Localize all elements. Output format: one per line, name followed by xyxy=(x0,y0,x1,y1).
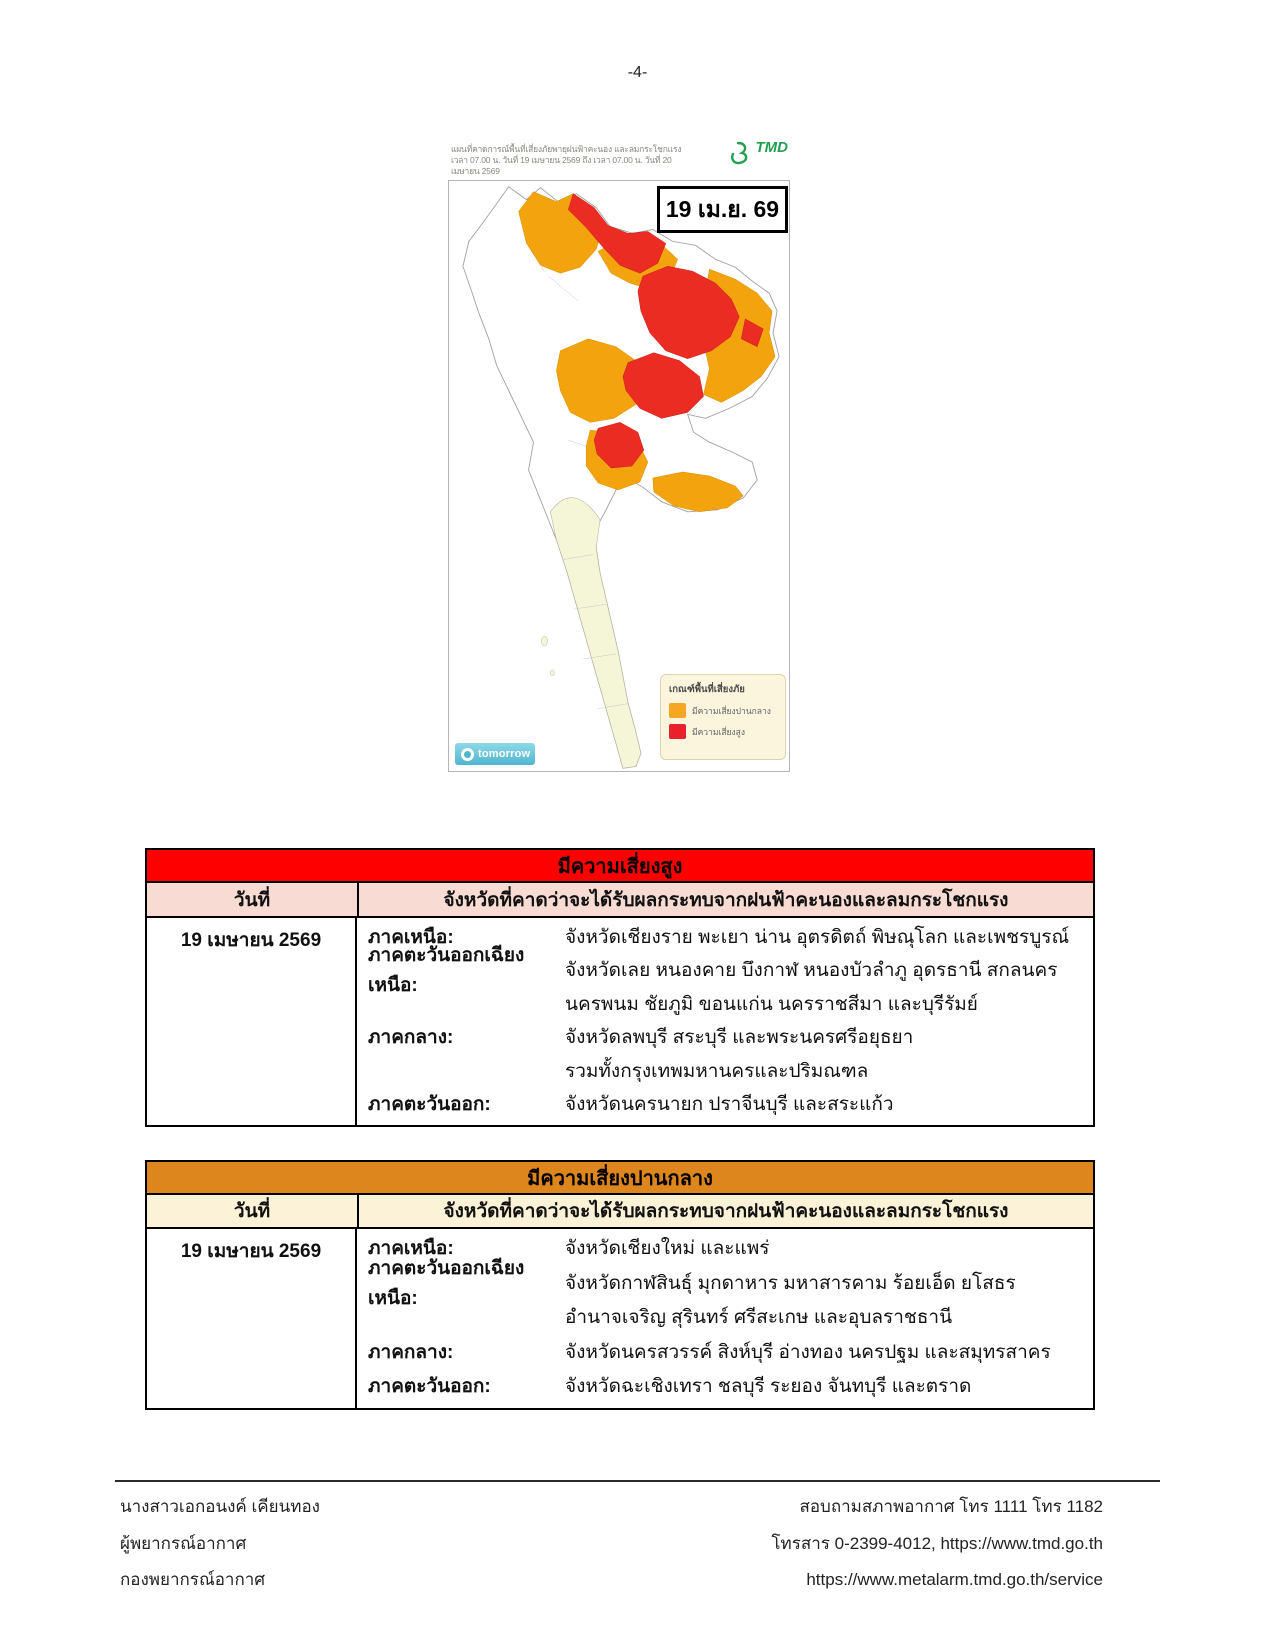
region-label: ภาคตะวันออก: xyxy=(368,1376,491,1398)
province-text: จังหวัดฉะเชิงเทรา ชลบุรี ระยอง จันทบุรี และตราด xyxy=(565,1376,972,1398)
map-title xyxy=(451,144,701,177)
impact-column-header: จังหวัดที่คาดว่าจะได้รับผลกระทบจากฝนฟ้าคะนองและลมกระโชกแรง xyxy=(443,1201,1009,1222)
legend-item-high xyxy=(669,724,777,739)
df-swirl-logo-icon xyxy=(726,140,750,167)
date-column-header: วันที่ xyxy=(147,883,359,916)
table-row xyxy=(357,1335,1093,1370)
forecast-map-figure xyxy=(448,140,790,772)
high-risk-table xyxy=(145,848,1095,1127)
province-text: นครพนม ชัยภูมิ ขอนแก่น นครราชสีมา และบุรีรัมย์ xyxy=(565,993,978,1015)
region-label: ภาคกลาง: xyxy=(368,1341,454,1363)
date-column-header: วันที่ xyxy=(147,1195,359,1227)
south-region-area xyxy=(550,498,640,769)
table-date: 19 เมษายน 2569 xyxy=(147,1229,357,1408)
table-title: มีความเสี่ยงสูง xyxy=(147,850,1093,883)
forecaster-title: ผู้พยากรณ์อากาศ xyxy=(120,1533,247,1553)
impact-column-header: จังหวัดที่คาดว่าจะได้รับผลกระทบจากฝนฟ้าคะนองและลมกระโชกแรง xyxy=(443,889,1009,911)
agency-logos xyxy=(726,140,789,167)
province-text: จังหวัดลพบุรี สระบุรี และพระนครศรีอยุธยา xyxy=(565,1027,914,1049)
footer-divider xyxy=(115,1480,1160,1482)
legend-item-moderate xyxy=(669,703,777,718)
contact-fax-web: โทรสาร 0-2399-4012, https://www.tmd.go.th xyxy=(771,1533,1103,1553)
table-row xyxy=(357,1021,1093,1055)
region-label: ภาคเหนือ: xyxy=(368,1238,454,1260)
page-number: -4- xyxy=(627,64,648,81)
province-text: จังหวัดเลย หนองคาย บึงกาฬ หนองบัวลำภู อุดรธานี สกลนคร xyxy=(565,960,1058,982)
province-text: จังหวัดเชียงใหม่ และแพร่ xyxy=(565,1238,770,1260)
table-subheader-row xyxy=(147,1195,1093,1229)
moderate-risk-swatch xyxy=(669,703,686,718)
table-body xyxy=(147,918,1093,1125)
table-body xyxy=(147,1229,1093,1408)
table-row xyxy=(357,1257,1093,1309)
province-text: จังหวัดนครนายก ปราจีนบุรี และสระแก้ว xyxy=(565,1094,894,1116)
contact-metalarm-url: https://www.metalarm.tmd.go.th/service xyxy=(806,1570,1103,1589)
table-content xyxy=(357,1229,1093,1408)
map-title-line1: แผนที่คาดการณ์พื้นที่เสี่ยงภัยพายุฝนฟ้าคะนอง และลมกระโชกแรง xyxy=(451,144,682,154)
region-label: ภาคตะวันออกเฉียงเหนือ: xyxy=(368,1257,525,1309)
contact-phone: สอบถามสภาพอากาศ โทร 1111 โทร 1182 xyxy=(799,1497,1103,1516)
region-label: ภาคตะวันออกเฉียงเหนือ: xyxy=(368,945,525,997)
moderate-risk-table xyxy=(145,1160,1095,1410)
map-date-badge: 19 เม.ย. 69 xyxy=(657,186,788,233)
province-text: อำนาจเจริญ สุรินทร์ ศรีสะเกษ และอุบลราชธานี xyxy=(565,1307,953,1329)
high-risk-swatch xyxy=(669,724,686,739)
map-title-line2: เวลา 07.00 น. วันที่ 19 เมษายน 2569 ถึง เวลา 07.00 น. วันที่ 20 เมษายน 2569 xyxy=(451,155,672,176)
region-label: ภาคตะวันออก: xyxy=(368,1094,491,1116)
table-subheader-row xyxy=(147,883,1093,918)
legend-label: มีความเสี่ยงสูง xyxy=(692,726,746,737)
legend-label: มีความเสี่ยงปานกลาง xyxy=(692,705,771,716)
tmd-logo-label: TMD xyxy=(755,139,788,156)
province-text: จังหวัดเชียงราย พะเยา น่าน อุตรดิตถ์ พิษณุโลก และเพชรบูรณ์ xyxy=(565,926,1070,948)
region-label: ภาคเหนือ: xyxy=(368,926,454,948)
table-date: 19 เมษายน 2569 xyxy=(147,918,357,1125)
forecaster-name: นางสาวเอกอนงค์ เคียนทอง xyxy=(120,1497,320,1516)
table-row xyxy=(357,945,1093,997)
table-title: มีความเสี่ยงปานกลาง xyxy=(147,1162,1093,1195)
table-content xyxy=(357,918,1093,1125)
tomorrow-label: tomorrow xyxy=(478,748,531,760)
table-row xyxy=(357,1088,1093,1122)
footer-author-block xyxy=(120,1489,320,1599)
tmd-logo-icon xyxy=(756,140,789,155)
tomorrow-logo-icon xyxy=(461,748,474,761)
table-row xyxy=(357,1369,1093,1404)
footer-contact-block xyxy=(771,1489,1103,1599)
tomorrow-watermark xyxy=(455,743,535,765)
island-shape xyxy=(550,670,554,676)
map-legend xyxy=(660,674,786,760)
legend-title: เกณฑ์พื้นที่เสี่ยงภัย xyxy=(669,684,745,695)
province-text: รวมทั้งกรุงเทพมหานครและปริมณฑล xyxy=(565,1060,869,1082)
forecaster-division: กองพยากรณ์อากาศ xyxy=(120,1570,266,1589)
province-text: จังหวัดนครสวรรค์ สิงห์บุรี อ่างทอง นครปฐม และสมุทรสาคร xyxy=(565,1341,1051,1363)
island-shape xyxy=(541,636,547,646)
region-label: ภาคกลาง: xyxy=(368,1027,454,1049)
province-text: จังหวัดกาฬสินธุ์ มุกดาหาร มหาสารคาม ร้อยเอ็ด ยโสธร xyxy=(565,1272,1016,1294)
table-row xyxy=(357,1054,1093,1088)
